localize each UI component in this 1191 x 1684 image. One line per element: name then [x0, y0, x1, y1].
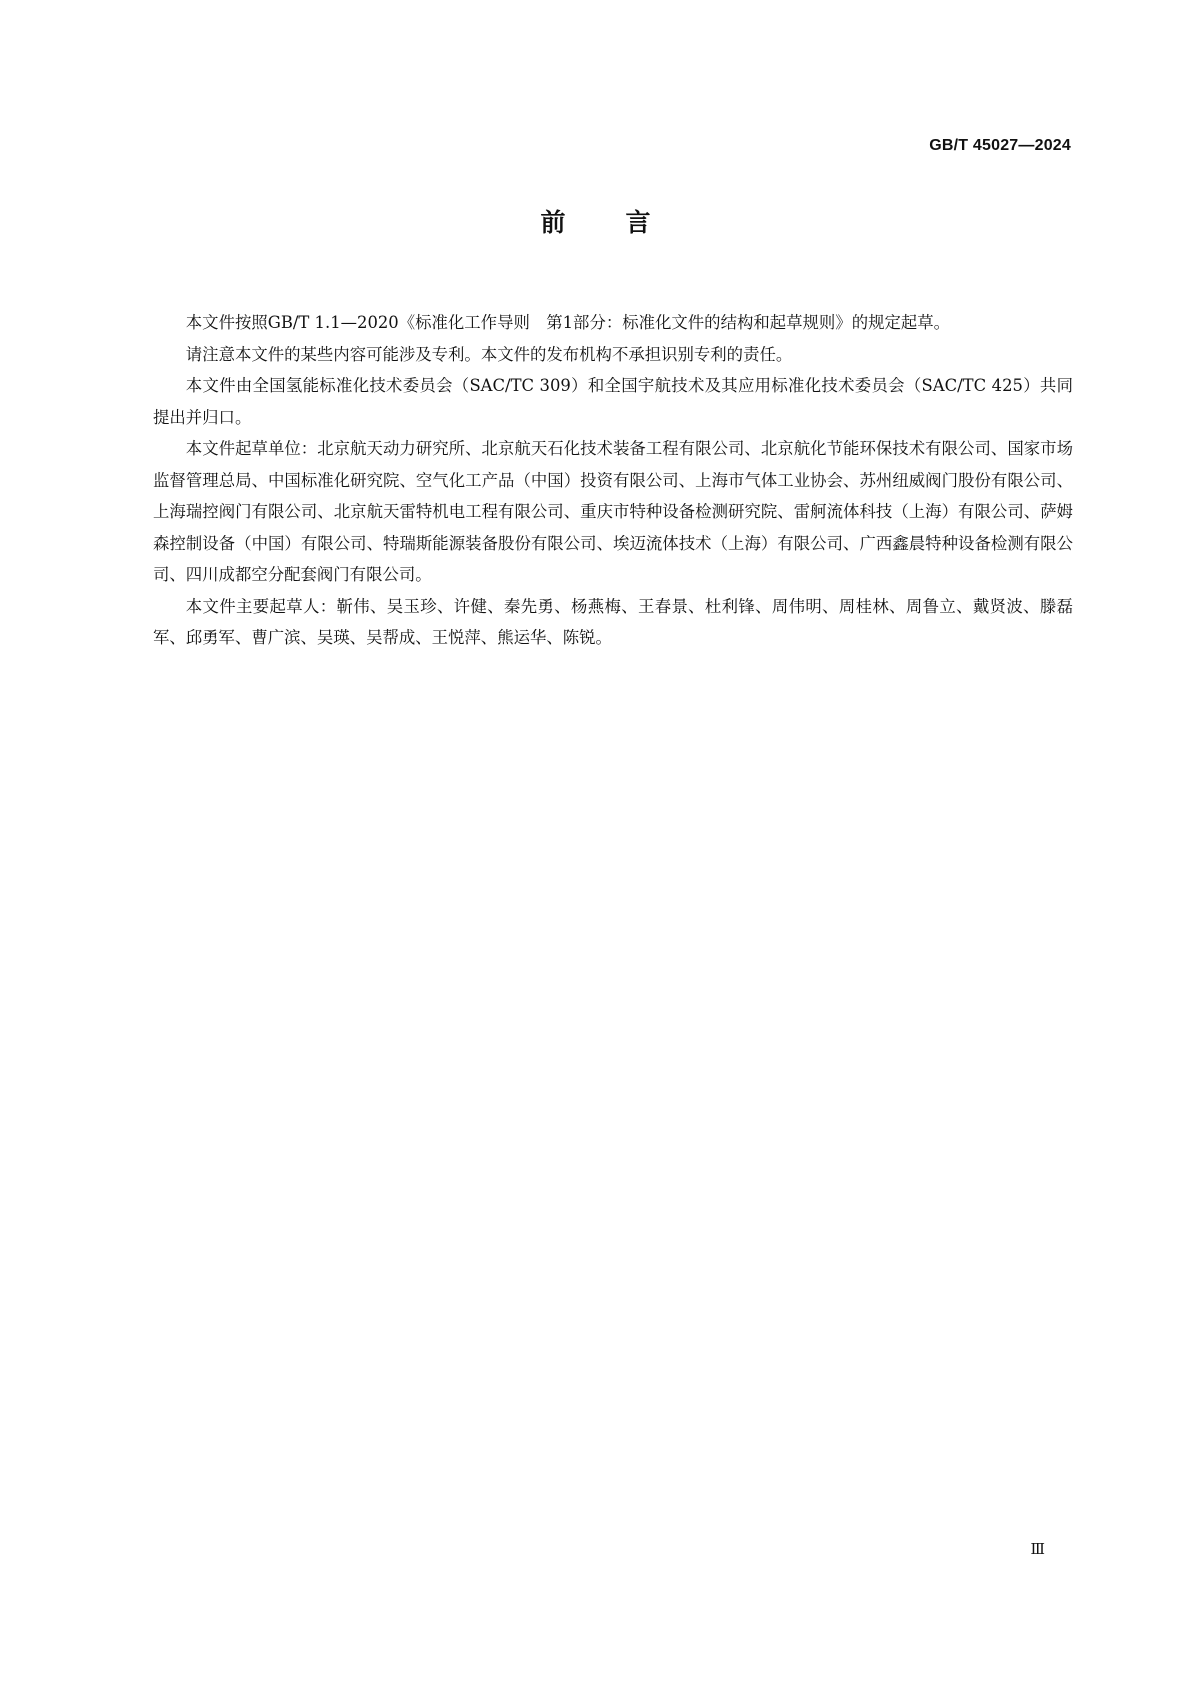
- preface-body: [153, 307, 1073, 654]
- page-number: Ⅲ: [1030, 1540, 1045, 1558]
- page-title: 前言: [540, 208, 711, 237]
- paragraph-drafting-rules: 本文件按照GB/T 1.1—2020《标准化工作导则 第1部分：标准化文件的结构和起草规则》的规定起草。: [185, 313, 951, 332]
- paragraph-drafters: 本文件主要起草人：靳伟、吴玉珍、许健、秦先勇、杨燕梅、王春景、杜利锋、周伟明、周桂林、周鲁立、戴贤波、滕磊军、邱勇军、曹广滨、吴瑛、吴帮成、王悦萍、熊运华、陈锐。: [153, 596, 1073, 647]
- standard-number: GB/T 45027—2024: [929, 137, 1071, 154]
- paragraph-proposer: 本文件由全国氢能标准化技术委员会（SAC/TC 309）和全国宇航技术及其应用标准化技术委员会（SAC/TC 425）共同提出并归口。: [153, 376, 1073, 427]
- paragraph-patent-notice: 请注意本文件的某些内容可能涉及专利。本文件的发布机构不承担识别专利的责任。: [185, 344, 793, 364]
- paragraph-drafting-organizations: 本文件起草单位：北京航天动力研究所、北京航天石化技术装备工程有限公司、北京航化节能环保技术有限公司、国家市场监督管理总局、中国标准化研究院、空气化工产品（中国）投资有限公司、上海市气体工业协会、苏州纽威阀门股份有限公司、上海瑞控阀门有限公司、北京航天雷特机电工程有限公司、重庆市特种设备检测研究院、雷舸流体科技（上海）有限公司、萨姆森控制设备（中国）有限公司、特瑞斯能源装备股份有限公司、埃迈流体技术（上海）有限公司、广西鑫晨特种设备检测有限公司、四川成都空分配套阀门有限公司。: [153, 439, 1073, 584]
